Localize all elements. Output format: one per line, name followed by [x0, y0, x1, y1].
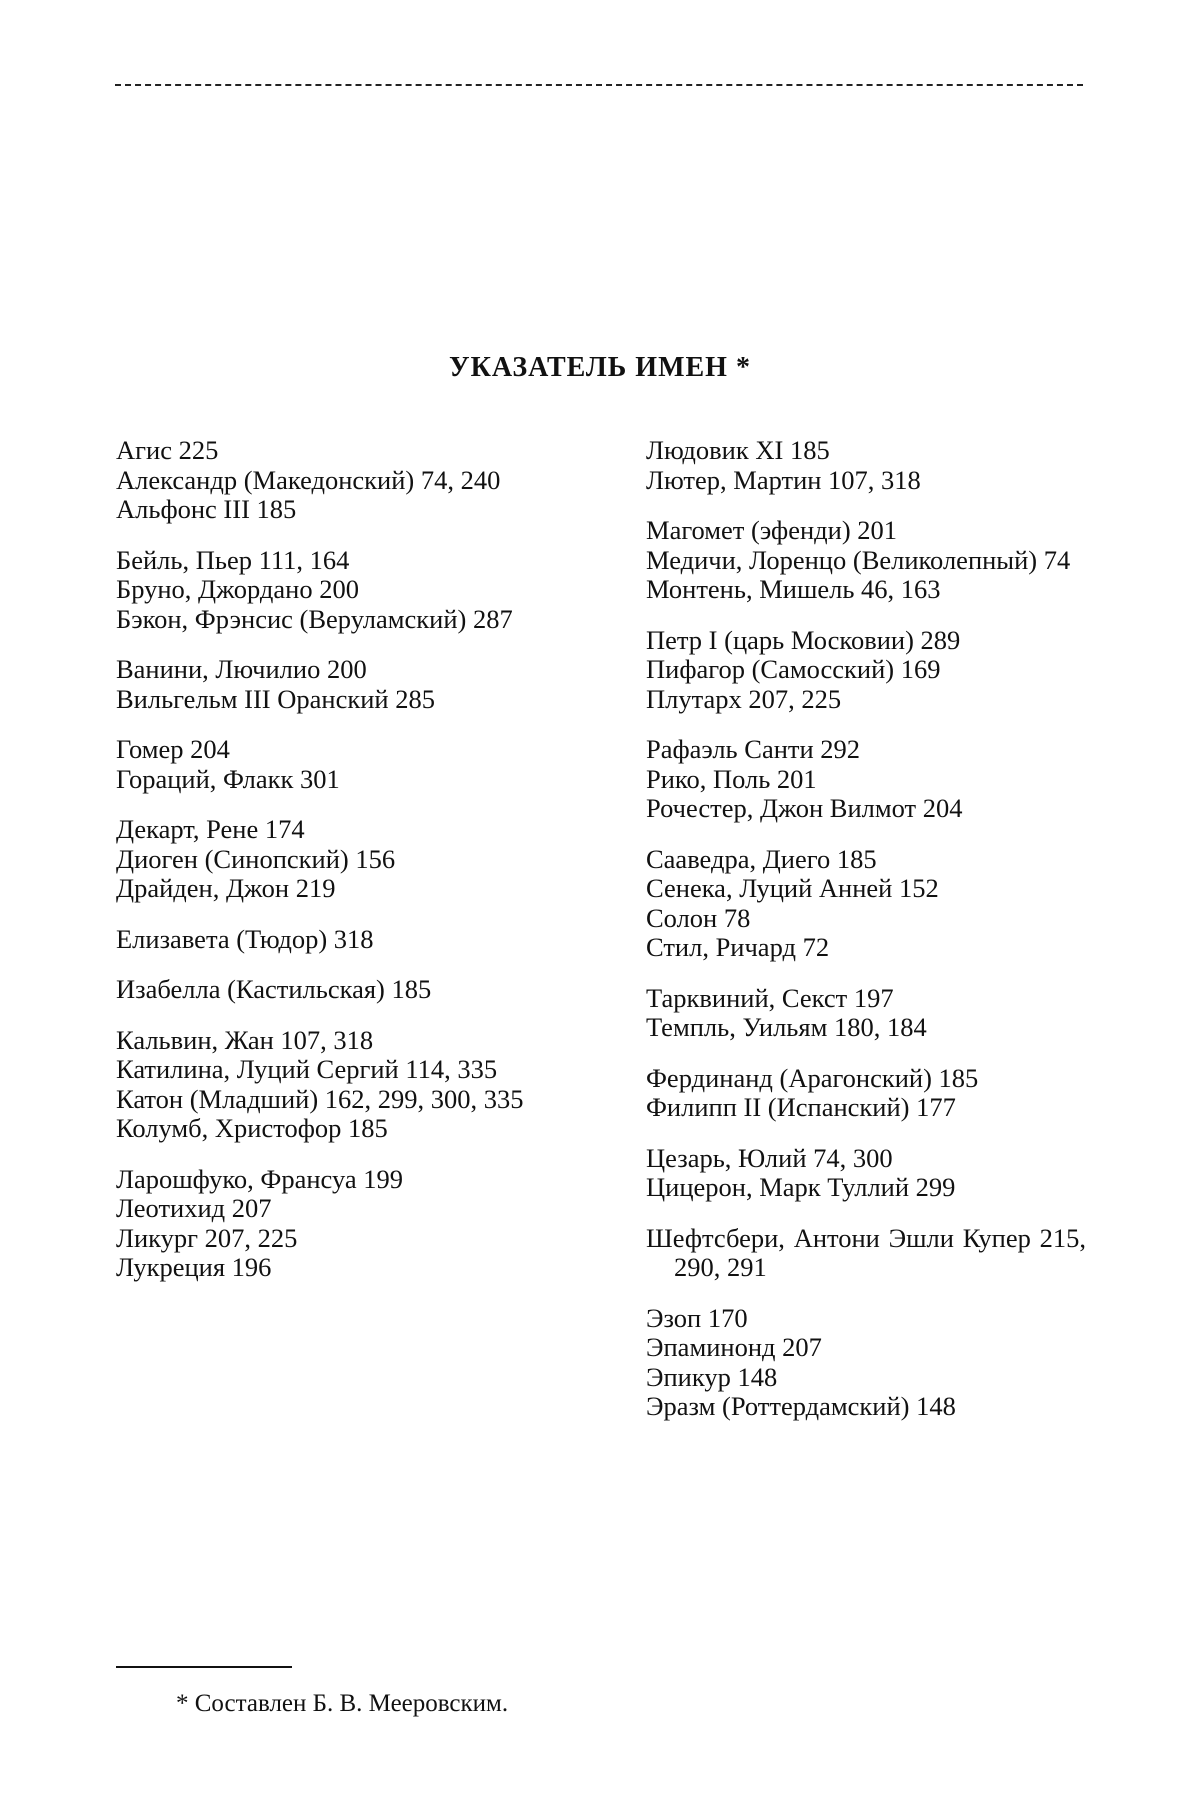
index-column-right: [646, 436, 1086, 1443]
index-entry: Лукреция 196: [116, 1252, 272, 1282]
index-entry: Рико, Поль 201: [646, 763, 817, 794]
index-entry: Гораций, Флакк 301: [116, 763, 340, 794]
index-entry: Пифагор (Самосский) 169: [646, 654, 941, 684]
index-group: [116, 436, 556, 525]
index-entry: Солон 78: [646, 902, 751, 933]
index-group: [116, 655, 556, 714]
index-entry: Стил, Ричард 72: [646, 932, 830, 962]
index-group: [646, 1304, 1086, 1422]
index-entry: Цезарь, Юлий 74, 300: [646, 1142, 893, 1173]
index-entry: Темпль, Уильям 180, 184: [646, 1012, 927, 1042]
index-group: [116, 815, 556, 904]
index-entry: Александр (Македонский) 74, 240: [116, 464, 501, 495]
index-group: [646, 1224, 1086, 1283]
index-group: [646, 1144, 1086, 1203]
index-entry: Бэкон, Фрэнсис (Веруламский) 287: [116, 603, 513, 634]
index-entry: Эпаминонд 207: [646, 1332, 822, 1362]
index-entry: Цицерон, Марк Туллий 299: [646, 1172, 956, 1202]
index-entry: Лютер, Мартин 107, 318: [646, 464, 921, 495]
index-entry: Бруно, Джордано 200: [116, 574, 359, 604]
index-entry: Ларошфуко, Франсуа 199: [116, 1163, 404, 1194]
index-entry: Эзоп 170: [646, 1302, 748, 1333]
index-group: [646, 516, 1086, 605]
index-entry: Ликург 207, 225: [116, 1222, 298, 1253]
index-entry: Шефтсбери, Антони Эшли Купер 215, 290, 291: [646, 1222, 1086, 1282]
index-group: [116, 925, 556, 955]
index-entry: Катон (Младший) 162, 299, 300, 335: [116, 1083, 524, 1114]
index-entry: Бейль, Пьер 111, 164: [116, 544, 350, 575]
index-entry: Гомер 204: [116, 734, 230, 764]
index-group: [116, 735, 556, 794]
index-entry: Катилина, Луций Сергий 114, 335: [116, 1054, 498, 1084]
index-entry: Агис 225: [116, 435, 219, 465]
index-entry: Петр I (царь Московии) 289: [646, 624, 961, 655]
index-group: [646, 735, 1086, 824]
index-group: [116, 546, 556, 635]
index-entry: Кальвин, Жан 107, 318: [116, 1024, 374, 1055]
index-entry: Монтень, Мишель 46, 163: [646, 574, 941, 604]
index-entry: Вильгельм III Оранский 285: [116, 683, 435, 714]
index-entry: Тарквиний, Секст 197: [646, 982, 894, 1013]
page-title: УКАЗАТЕЛЬ ИМЕН *: [449, 352, 751, 383]
index-group: [646, 626, 1086, 715]
index-entry: Медичи, Лоренцо (Великолепный) 74: [646, 544, 1071, 575]
index-entry: Филипп II (Испанский) 177: [646, 1092, 956, 1122]
index-entry: Ванини, Лючилио 200: [116, 654, 367, 684]
index-entry: Рафаэль Санти 292: [646, 734, 861, 764]
index-group: [646, 984, 1086, 1043]
index-entry: Сенека, Луций Анней 152: [646, 873, 939, 903]
index-column-left: [116, 436, 556, 1304]
footnote: * Составлен Б. В. Мееровским.: [176, 1690, 509, 1717]
index-entry: Магомет (эфенди) 201: [646, 515, 898, 545]
index-entry: Эпикур 148: [646, 1361, 778, 1392]
index-group: [116, 1165, 556, 1283]
index-entry: Леотихид 207: [116, 1193, 272, 1223]
index-entry: Изабелла (Кастильская) 185: [116, 974, 432, 1004]
index-entry: Фердинанд (Арагонский) 185: [646, 1062, 979, 1093]
index-group: [116, 975, 556, 1005]
index-entry: Сааведра, Диего 185: [646, 843, 877, 874]
index-group: [646, 436, 1086, 495]
index-entry: Рочестер, Джон Вилмот 204: [646, 793, 963, 823]
index-entry: Декарт, Рене 174: [116, 814, 305, 844]
index-group: [646, 1064, 1086, 1123]
index-entry: Диоген (Синопский) 156: [116, 843, 396, 874]
index-entry: Колумб, Христофор 185: [116, 1113, 388, 1143]
index-entry: Драйден, Джон 219: [116, 873, 336, 903]
index-group: [116, 1026, 556, 1144]
top-rule: [115, 84, 1083, 86]
index-entry: Плутарх 207, 225: [646, 683, 842, 714]
index-entry: Альфонс III 185: [116, 494, 297, 524]
index-entry: Эразм (Роттердамский) 148: [646, 1391, 956, 1421]
index-entry: Елизавета (Тюдор) 318: [116, 923, 374, 954]
index-group: [646, 845, 1086, 963]
footnote-rule: [116, 1666, 292, 1668]
index-entry: Людовик XI 185: [646, 435, 830, 465]
